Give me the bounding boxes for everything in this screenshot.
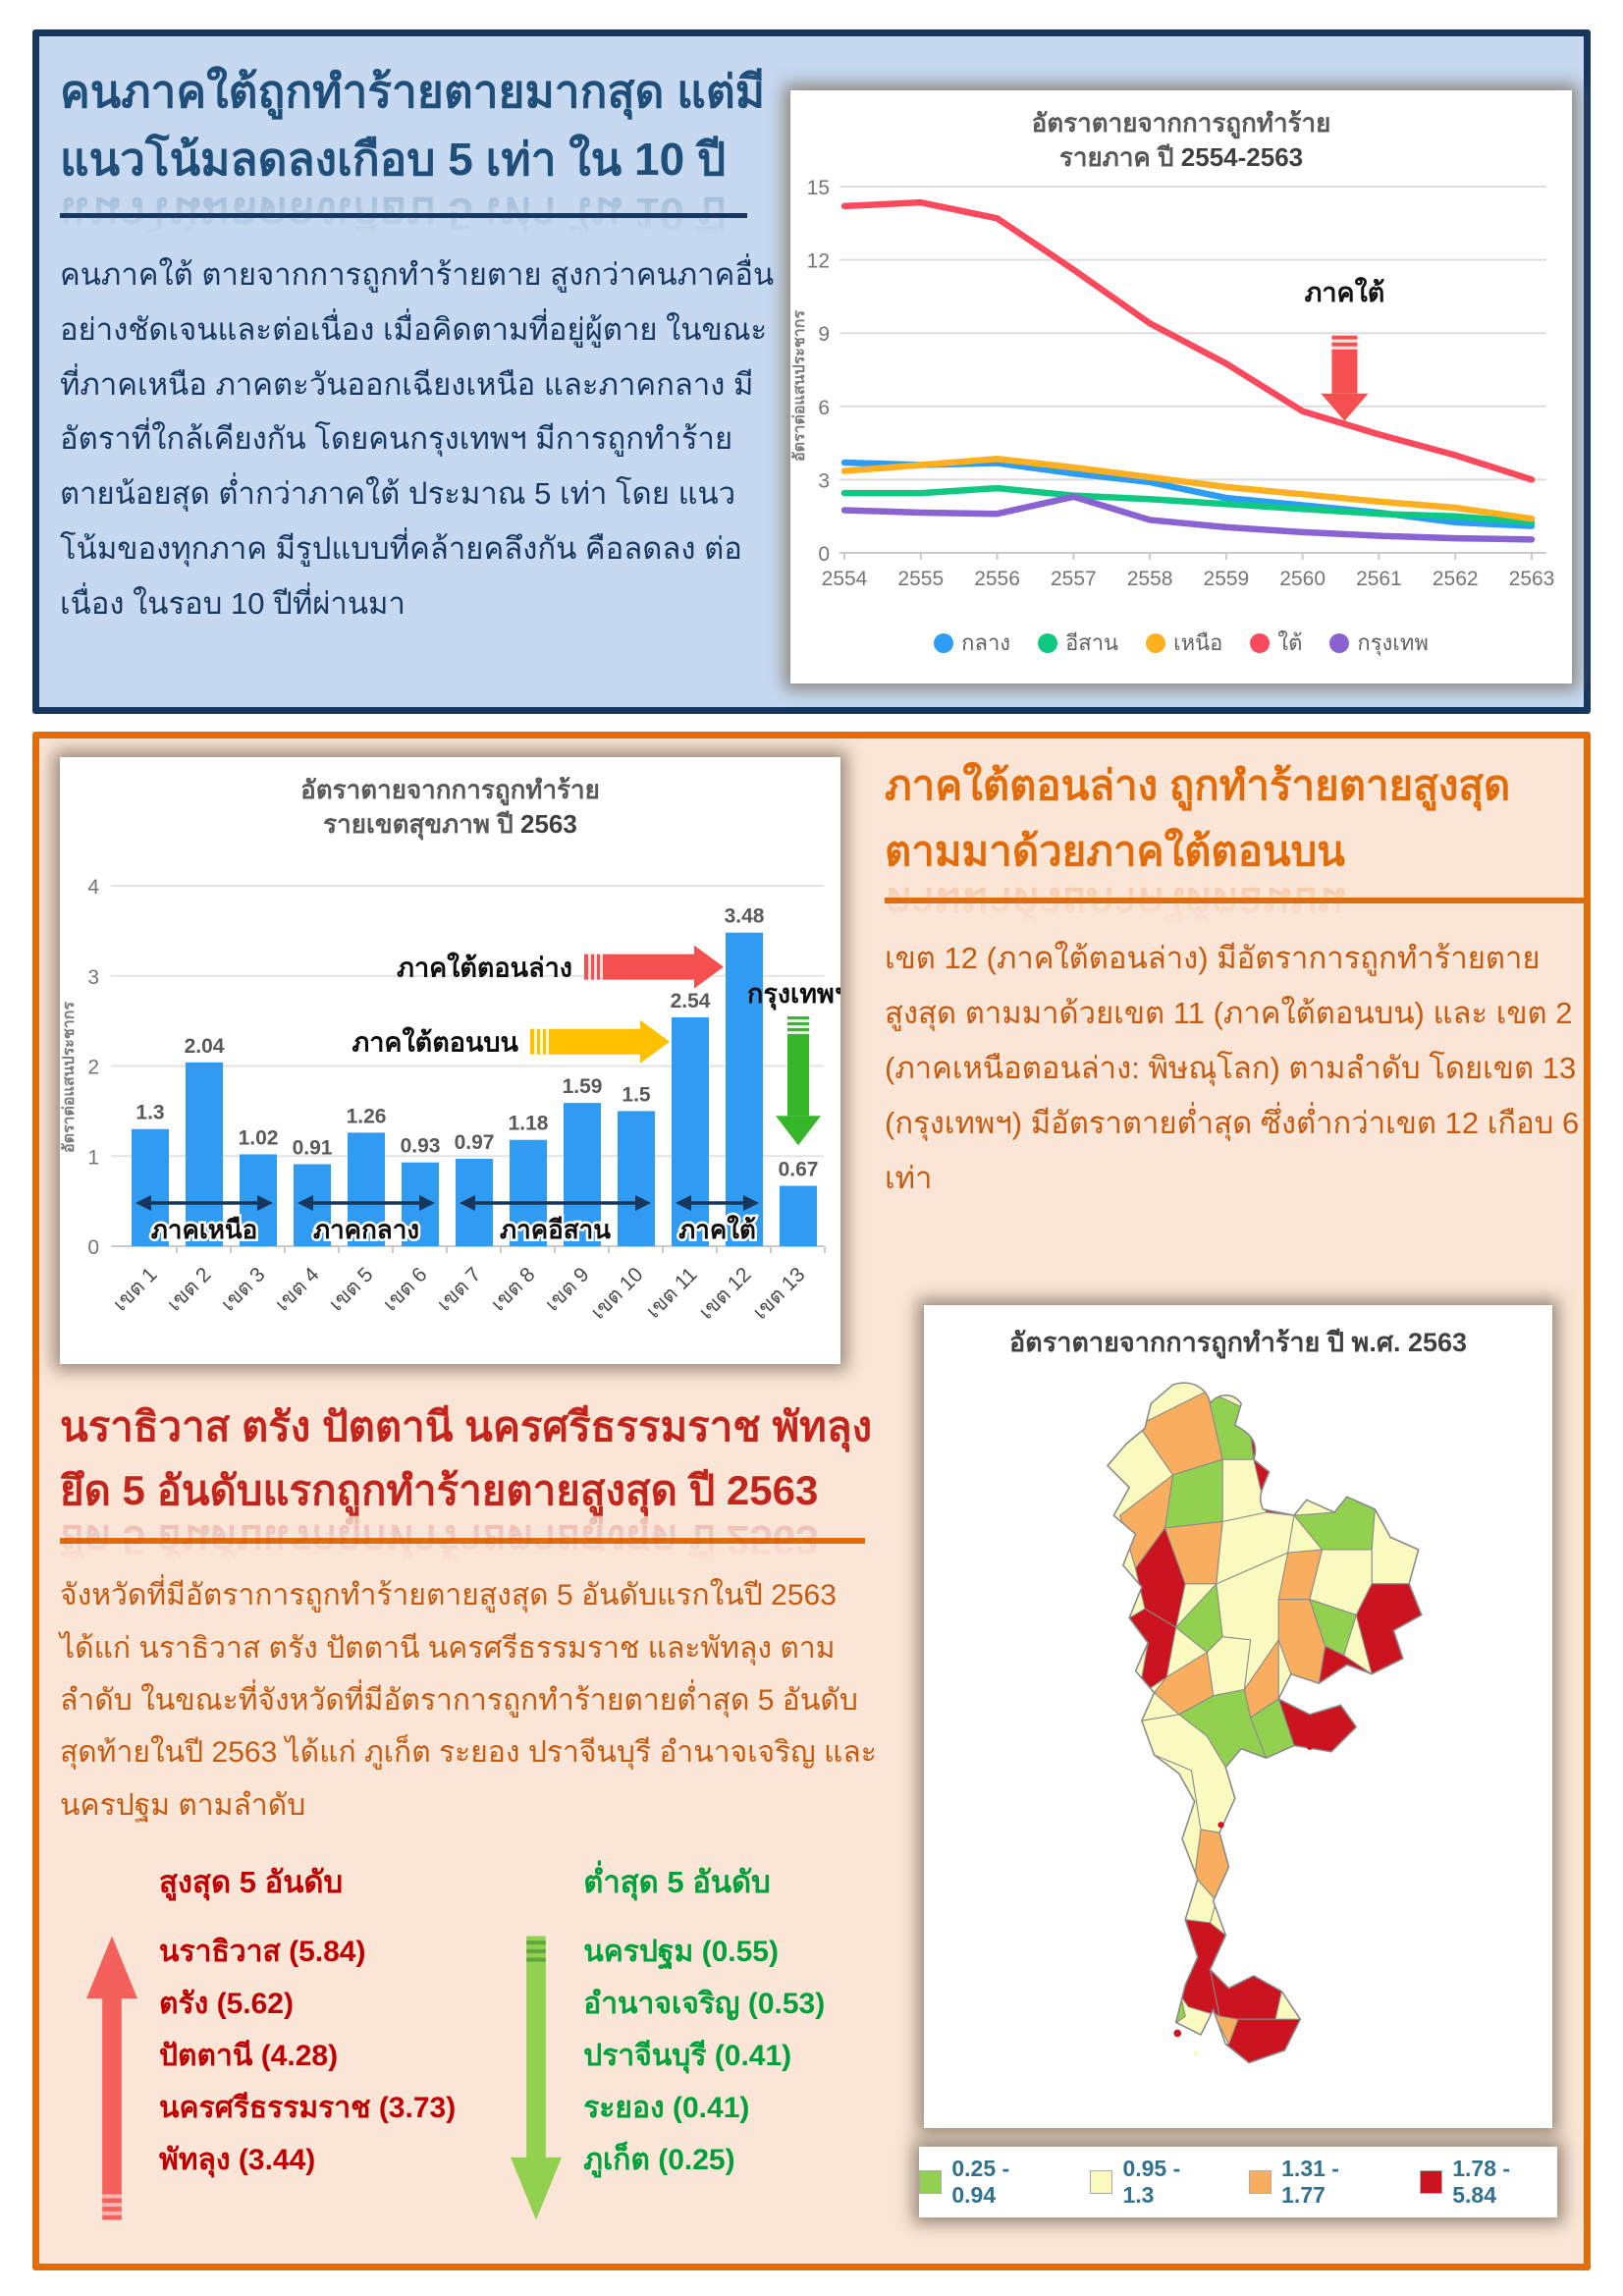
rank-item: นครศรีธรรมราช (3.73) <box>159 2092 457 2124</box>
legend-item: กลาง <box>934 626 1010 660</box>
top-body-text: คนภาคใต้ ตายจากการถูกทำร้ายตาย สูงกว่าคนภาคอื่น อย่างชัดเจนและต่อเนื่อง เมื่อคิดตามที่อยู่ผู้ตาย ในขณะ ที่ภาคเหนือ ภาคตะวันออกเฉียงเหนือ และภาคกลาง มี อัตราที่ใกล้เคียงกัน โดยคนกรุงเทพฯ มีการถูกทำร้าย ตายน้อยสุด ต่ำกว่าภาคใต้ ประมาณ 5 เท่า โดย แนวโน้มของทุกภาค มีรูปแบบที่คล้ายคลึงกัน คือลดลง ต่อเนื่อง ในรอบ 10 ปีที่ผ่านมา <box>60 257 775 621</box>
bar-chart-title <box>60 757 840 842</box>
svg-text:เขต 12: เขต 12 <box>694 1263 756 1325</box>
svg-text:1.3: 1.3 <box>135 1101 165 1124</box>
map-legend-item: 0.25 - 0.94 <box>919 2156 1056 2209</box>
legend-item: เหนือ <box>1146 626 1222 660</box>
province-patches <box>990 1363 1488 2109</box>
top5-highest-items <box>159 1926 456 2220</box>
legend-dot-icon <box>1250 633 1270 653</box>
top5-highest-heading: สูงสุด 5 อันดับ <box>159 1865 344 1899</box>
svg-text:2563: 2563 <box>1508 568 1555 591</box>
svg-text:9: 9 <box>818 323 830 347</box>
top5-lowest-heading: ต่ำสุด 5 อันดับ <box>583 1865 771 1899</box>
legend-dot-icon <box>934 633 953 653</box>
svg-text:เขต 6: เขต 6 <box>379 1263 432 1316</box>
page-title <box>60 58 777 193</box>
svg-text:1: 1 <box>87 1146 99 1170</box>
svg-text:ภาคเหนือ: ภาคเหนือ <box>150 1215 258 1245</box>
province-body-text: จังหวัดที่มีอัตราการถูกทำร้ายตายสูงสุด 5 อันดับแรกในปี 2563 ได้แก่ นราธิวาส ตรัง ปัตตานี นครศรีธรรมราช และพัทลุง ตามลำดับ ในขณะที่จังหวัดที่มีอัตราการถูกทำร้ายตายต่ำสุด 5 อันดับสุดท้ายในปี 2563 ได้แก่ ภูเก็ต ระยอง ปราจีนบุรี อำนาจเจริญ และนครปฐม ตามลำดับ <box>60 1579 877 1822</box>
bar-chart-card <box>60 757 840 1364</box>
top5-lowest <box>511 1857 825 2220</box>
line-chart <box>790 175 1556 619</box>
svg-text:2556: 2556 <box>974 568 1020 591</box>
rank-item: ปราจีนบุรี (0.41) <box>583 2040 792 2072</box>
province-underline <box>60 1538 865 1544</box>
svg-text:0.97: 0.97 <box>454 1131 495 1155</box>
svg-text:0: 0 <box>818 543 830 567</box>
rank-lists <box>86 1857 826 2220</box>
top-text-column <box>60 58 777 631</box>
svg-text:เขต 7: เขต 7 <box>433 1263 486 1316</box>
south-body-text: เขต 12 (ภาคใต้ตอนล่าง) มีอัตราการถูกทำร้ายตาย สูงสุด ตามมาด้วยเขต 11 (ภาคใต้ตอนบน) และ เขต 2 (ภาคเหนือตอนล่าง: พิษณุโลก) ตามลำดับ โดยเขต 13 (กรุงเทพฯ) มีอัตราตายต่ำสุด ซึ่งต่ำกว่าเขต 12 เกือบ 6 เท่า <box>885 941 1580 1195</box>
map-title: อัตราตายจากการถูกทำร้าย ปี พ.ศ. 2563 <box>1008 1328 1468 1357</box>
line-chart-legend <box>790 626 1572 660</box>
bar-chart <box>60 842 840 1352</box>
svg-text:3.48: 3.48 <box>724 904 765 928</box>
bottom-panel <box>32 732 1591 2270</box>
title-underline <box>60 213 747 218</box>
line-chart-card <box>790 90 1572 683</box>
svg-text:เขต 9: เขต 9 <box>541 1263 594 1316</box>
svg-text:2560: 2560 <box>1279 568 1326 591</box>
svg-text:เขต 3: เขต 3 <box>217 1263 270 1316</box>
rank-item: ระยอง (0.41) <box>583 2092 750 2124</box>
legend-item: กรุงเทพ <box>1329 626 1428 660</box>
legend-item: ใต้ <box>1250 626 1302 660</box>
svg-text:กรุงเทพฯ: กรุงเทพฯ <box>746 979 840 1010</box>
svg-text:0.91: 0.91 <box>292 1136 333 1160</box>
svg-text:2562: 2562 <box>1432 568 1479 591</box>
svg-text:1.18: 1.18 <box>508 1112 549 1135</box>
top5-highest <box>86 1857 456 2220</box>
province-heading: นราธิวาส ตรัง ปัตตานี นครศรีธรรมราช พัทลุง ยึด 5 อันดับแรกถูกทำร้ายตายสูงสุด ปี 2563 <box>60 1403 873 1514</box>
svg-text:12: 12 <box>806 249 830 273</box>
svg-text:2: 2 <box>87 1056 99 1079</box>
svg-text:อัตราต่อแสนประชากร: อัตราต่อแสนประชากร <box>791 310 808 463</box>
svg-text:ภาคใต้ตอนบน: ภาคใต้ตอนบน <box>352 1027 518 1058</box>
legend-item: อีสาน <box>1038 626 1118 660</box>
province-section <box>60 1394 879 1831</box>
map-legend-chip-icon <box>919 2170 942 2194</box>
thailand-choropleth-map <box>924 1363 1552 2109</box>
svg-text:3: 3 <box>818 469 830 493</box>
svg-text:เขต 11: เขต 11 <box>641 1263 702 1324</box>
svg-text:3: 3 <box>87 965 99 989</box>
south-section <box>885 752 1586 1205</box>
map-legend-chip-icon <box>1090 2170 1112 2194</box>
map-card <box>924 1305 1552 2128</box>
map-legend-chip-icon <box>1249 2170 1271 2194</box>
svg-text:0.67: 0.67 <box>778 1158 819 1181</box>
map-legend-chip-icon <box>1420 2170 1442 2194</box>
legend-dot-icon <box>1146 633 1165 653</box>
up-arrow-icon <box>86 1936 137 2220</box>
svg-text:0.93: 0.93 <box>400 1134 441 1158</box>
page-title-line1: คนภาคใต้ถูกทำร้ายตายมากสุด แต่มี <box>60 66 766 117</box>
svg-text:15: 15 <box>806 177 830 200</box>
svg-text:เขต 13: เขต 13 <box>748 1263 810 1325</box>
svg-text:2558: 2558 <box>1126 568 1173 591</box>
svg-text:เขต 10: เขต 10 <box>586 1263 648 1325</box>
svg-text:ภาคอีสาน: ภาคอีสาน <box>500 1215 611 1245</box>
bar-chart-title-line2: รายเขตสุขภาพ ปี 2563 <box>323 809 577 840</box>
page-title-line2: แนวโน้มลดลงเกือบ 5 เท่า ใน 10 ปี <box>60 134 727 185</box>
map-legend-item: 1.31 - 1.77 <box>1249 2156 1386 2209</box>
svg-text:0: 0 <box>87 1236 99 1260</box>
svg-text:ภาคใต้ตอนล่าง: ภาคใต้ตอนล่าง <box>397 953 572 983</box>
rank-item: ปัตตานี (4.28) <box>159 2040 339 2072</box>
svg-text:1.26: 1.26 <box>346 1105 387 1128</box>
rank-item: ตรัง (5.62) <box>159 1988 294 2020</box>
down-arrow-icon <box>511 1936 562 2220</box>
svg-text:ภาคใต้: ภาคใต้ <box>678 1215 756 1245</box>
svg-text:เขต 4: เขต 4 <box>271 1263 324 1316</box>
svg-text:1.5: 1.5 <box>622 1083 651 1107</box>
svg-text:อัตราต่อแสนประชากร: อัตราต่อแสนประชากร <box>61 1002 78 1154</box>
svg-text:2559: 2559 <box>1203 568 1250 591</box>
top-panel <box>32 29 1591 714</box>
svg-text:1.02: 1.02 <box>238 1126 279 1150</box>
top5-lowest-items <box>583 1926 825 2220</box>
svg-text:เขต 8: เขต 8 <box>487 1263 540 1316</box>
svg-text:ภาคใต้: ภาคใต้ <box>1304 278 1385 308</box>
svg-text:2.04: 2.04 <box>184 1035 225 1059</box>
rank-item: นครปฐม (0.55) <box>583 1936 779 1968</box>
svg-text:2.54: 2.54 <box>670 990 711 1013</box>
south-underline <box>885 898 1584 903</box>
line-chart-title <box>790 90 1572 175</box>
svg-text:2554: 2554 <box>821 568 868 591</box>
rank-item: อำนาจเจริญ (0.53) <box>583 1988 826 2020</box>
bar-chart-title-line1: อัตราตายจากการถูกทำร้าย <box>300 775 600 804</box>
line-chart-title-line2: รายภาค ปี 2554-2563 <box>1058 142 1304 173</box>
south-heading: ภาคใต้ตอนล่าง ถูกทำร้ายตายสูงสุด ตามมาด้วยภาคใต้ตอนบน <box>885 762 1511 875</box>
svg-text:4: 4 <box>87 876 99 900</box>
svg-text:1.59: 1.59 <box>562 1075 603 1099</box>
line-chart-title-line1: อัตราตายจากการถูกทำร้าย <box>1031 108 1331 137</box>
rank-item: ภูเก็ต (0.25) <box>583 2144 735 2176</box>
svg-text:ภาคกลาง: ภาคกลาง <box>312 1215 420 1245</box>
map-legend <box>919 2147 1557 2217</box>
svg-text:2555: 2555 <box>897 568 945 591</box>
svg-text:เขต 2: เขต 2 <box>163 1263 216 1316</box>
svg-text:2561: 2561 <box>1356 568 1402 591</box>
rank-item: พัทลุง (3.44) <box>159 2144 316 2176</box>
map-legend-item: 0.95 - 1.3 <box>1090 2156 1216 2209</box>
legend-dot-icon <box>1038 633 1057 653</box>
legend-dot-icon <box>1329 633 1349 653</box>
map-legend-item: 1.78 - 5.84 <box>1420 2156 1557 2209</box>
svg-text:เขต 1: เขต 1 <box>109 1263 162 1316</box>
svg-text:เขต 5: เขต 5 <box>325 1263 378 1316</box>
svg-text:6: 6 <box>818 396 830 419</box>
svg-text:2557: 2557 <box>1050 568 1097 591</box>
rank-item: นราธิวาส (5.84) <box>159 1936 366 1968</box>
